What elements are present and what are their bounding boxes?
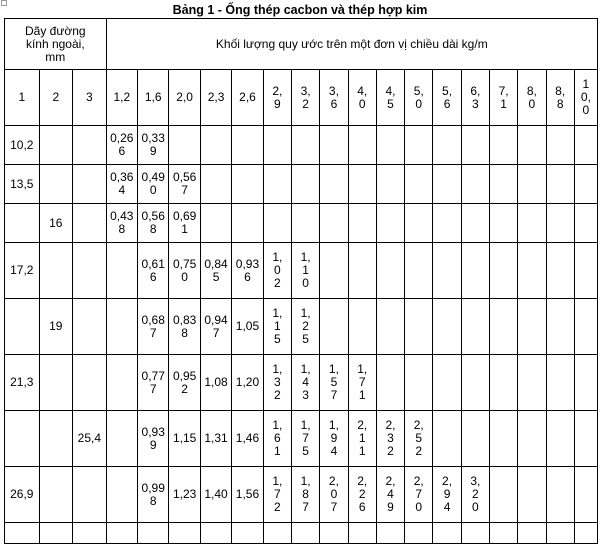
mass-cell — [348, 126, 376, 165]
column-number-cell: 3,6 — [320, 70, 348, 126]
mass-cell: 2,07 — [320, 467, 348, 523]
column-number-cell: 5,6 — [433, 70, 461, 126]
diameter-cell — [39, 467, 73, 523]
mass-cell — [376, 165, 404, 204]
diameter-cell: 10,2 — [5, 126, 40, 165]
mass-cell — [518, 243, 546, 299]
mass-cell — [489, 467, 517, 523]
mass-cell: 2,32 — [376, 411, 404, 467]
mass-cell: 1,20 — [232, 355, 263, 411]
diameter-cell — [39, 411, 73, 467]
mass-cell: 0,364 — [106, 165, 137, 204]
column-number-cell: 1 — [5, 70, 40, 126]
mass-cell — [291, 523, 319, 544]
mass-cell — [376, 299, 404, 355]
column-number-cell: 1,2 — [106, 70, 137, 126]
mass-cell — [518, 126, 546, 165]
mass-cell — [106, 243, 137, 299]
mass-cell — [320, 165, 348, 204]
mass-cell: 1,15 — [263, 299, 291, 355]
mass-cell: 1,15 — [169, 411, 200, 467]
column-number-row — [5, 70, 598, 126]
column-number-cell: 5,0 — [405, 70, 433, 126]
mass-cell: 0,998 — [138, 467, 169, 523]
mass-cell — [405, 523, 433, 544]
mass-cell: 0,687 — [138, 299, 169, 355]
mass-cell: 1,56 — [232, 467, 263, 523]
mass-cell — [489, 523, 517, 544]
mass-cell — [489, 204, 517, 243]
mass-cell — [376, 355, 404, 411]
mass-cell — [200, 204, 231, 243]
mass-cell — [518, 299, 546, 355]
mass-cell: 1,32 — [263, 355, 291, 411]
mass-cell: 1,46 — [232, 411, 263, 467]
mass-cell: 0,845 — [200, 243, 231, 299]
mass-cell: 0,490 — [138, 165, 169, 204]
mass-cell: 2,70 — [405, 467, 433, 523]
mass-cell: 2,94 — [433, 467, 461, 523]
mass-cell: 1,94 — [320, 411, 348, 467]
column-number-cell: 2,3 — [200, 70, 231, 126]
column-number-cell: 4,5 — [376, 70, 404, 126]
diameter-cell: 21,3 — [5, 355, 40, 411]
mass-cell — [574, 165, 597, 204]
mass-cell — [320, 299, 348, 355]
mass-cell — [232, 523, 263, 544]
mass-cell: 0,750 — [169, 243, 200, 299]
diameter-cell — [5, 299, 40, 355]
table-row — [5, 467, 598, 523]
mass-cell — [574, 243, 597, 299]
diameter-cell — [5, 523, 40, 544]
mass-cell — [263, 204, 291, 243]
diameter-cell — [73, 299, 107, 355]
mass-cell — [546, 204, 574, 243]
mass-cell — [461, 355, 489, 411]
mass-cell — [433, 165, 461, 204]
table-row — [5, 411, 598, 467]
mass-cell — [106, 299, 137, 355]
mass-cell — [574, 204, 597, 243]
mass-cell — [489, 411, 517, 467]
mass-cell — [200, 165, 231, 204]
mass-cell — [461, 165, 489, 204]
diameter-cell — [73, 523, 107, 544]
mass-cell — [433, 126, 461, 165]
mass-cell — [232, 165, 263, 204]
table-row — [5, 299, 598, 355]
mass-cell — [574, 299, 597, 355]
mass-cell — [169, 126, 200, 165]
mass-cell — [405, 355, 433, 411]
mass-cell — [518, 523, 546, 544]
mass-cell: 0,936 — [232, 243, 263, 299]
column-number-cell: 4,0 — [348, 70, 376, 126]
mass-cell — [461, 243, 489, 299]
diameter-cell — [39, 243, 73, 299]
steel-pipe-table — [4, 18, 598, 544]
mass-cell: 1,61 — [263, 411, 291, 467]
mass-cell: 1,05 — [232, 299, 263, 355]
mass-cell: 0,568 — [138, 204, 169, 243]
mass-cell — [489, 126, 517, 165]
mass-cell: 1,23 — [169, 467, 200, 523]
mass-cell — [489, 165, 517, 204]
diameter-cell — [39, 355, 73, 411]
column-number-cell: 8,8 — [546, 70, 574, 126]
mass-cell — [518, 204, 546, 243]
mass-cell — [518, 411, 546, 467]
mass-cell — [291, 165, 319, 204]
mass-cell — [546, 243, 574, 299]
diameter-cell: 13,5 — [5, 165, 40, 204]
mass-cell — [291, 204, 319, 243]
mass-cell: 0,952 — [169, 355, 200, 411]
mass-cell — [546, 355, 574, 411]
mass-cell — [574, 467, 597, 523]
mass-cell — [489, 355, 517, 411]
mass-cell — [405, 165, 433, 204]
mass-cell: 0,939 — [138, 411, 169, 467]
mass-cell — [546, 411, 574, 467]
table-row — [5, 243, 598, 299]
mass-cell — [232, 204, 263, 243]
column-number-cell: 3,2 — [291, 70, 319, 126]
diameter-cell — [5, 204, 40, 243]
column-number-cell: 2 — [39, 70, 73, 126]
column-number-cell: 10,0 — [574, 70, 597, 126]
mass-cell — [348, 165, 376, 204]
mass-cell — [461, 411, 489, 467]
mass-cell: 1,72 — [263, 467, 291, 523]
mass-cell — [433, 411, 461, 467]
mass-cell — [320, 243, 348, 299]
mass-cell — [263, 165, 291, 204]
mass-cell — [489, 299, 517, 355]
diameter-cell: 19 — [39, 299, 73, 355]
mass-cell — [461, 523, 489, 544]
table-row — [5, 204, 598, 243]
mass-cell — [489, 243, 517, 299]
mass-cell — [348, 299, 376, 355]
mass-cell: 2,49 — [376, 467, 404, 523]
mass-cell — [574, 126, 597, 165]
table-row — [5, 126, 598, 165]
mass-cell — [200, 523, 231, 544]
mass-cell — [433, 243, 461, 299]
diameter-cell — [73, 165, 107, 204]
mass-cell — [320, 204, 348, 243]
mass-cell: 1,57 — [320, 355, 348, 411]
mass-cell: 0,691 — [169, 204, 200, 243]
diameter-cell — [39, 165, 73, 204]
mass-cell — [348, 523, 376, 544]
table-row — [5, 355, 598, 411]
mass-cell — [106, 411, 137, 467]
mass-cell — [433, 523, 461, 544]
column-number-cell: 6,3 — [461, 70, 489, 126]
mass-cell — [263, 523, 291, 544]
mass-cell — [320, 523, 348, 544]
mass-cell — [376, 523, 404, 544]
mass-header: Khối lượng quy ước trên một đơn vị chiều dài kg/m — [106, 19, 597, 70]
mass-cell — [405, 299, 433, 355]
diameter-cell — [39, 523, 73, 544]
mass-cell — [138, 523, 169, 544]
mass-cell — [574, 411, 597, 467]
mass-cell: 1,08 — [200, 355, 231, 411]
mass-cell: 2,11 — [348, 411, 376, 467]
mass-cell: 0,567 — [169, 165, 200, 204]
mass-cell — [232, 126, 263, 165]
mass-cell — [433, 355, 461, 411]
mass-cell — [546, 467, 574, 523]
mass-cell: 1,31 — [200, 411, 231, 467]
mass-cell — [169, 523, 200, 544]
mass-cell: 0,339 — [138, 126, 169, 165]
diameter-series-header: Dãy đường kính ngoài, mm — [5, 19, 107, 70]
diameter-cell: 17,2 — [5, 243, 40, 299]
mass-cell: 1,40 — [200, 467, 231, 523]
mass-cell: 1,71 — [348, 355, 376, 411]
mass-cell: 0,777 — [138, 355, 169, 411]
mass-cell — [348, 243, 376, 299]
mass-cell — [546, 126, 574, 165]
mass-cell: 1,87 — [291, 467, 319, 523]
mass-cell: 1,02 — [263, 243, 291, 299]
column-number-cell: 2,0 — [169, 70, 200, 126]
mass-cell: 2,52 — [405, 411, 433, 467]
mass-cell — [546, 299, 574, 355]
column-number-cell: 1,6 — [138, 70, 169, 126]
mass-cell — [433, 204, 461, 243]
mass-cell: 0,438 — [106, 204, 137, 243]
diameter-cell — [73, 243, 107, 299]
diameter-cell — [73, 467, 107, 523]
mass-cell: 2,26 — [348, 467, 376, 523]
mass-cell — [106, 523, 137, 544]
mass-cell — [263, 126, 291, 165]
mass-cell — [106, 355, 137, 411]
diameter-cell — [73, 126, 107, 165]
diameter-cell — [73, 355, 107, 411]
mass-cell: 0,838 — [169, 299, 200, 355]
mass-cell: 0,616 — [138, 243, 169, 299]
column-number-cell: 7,1 — [489, 70, 517, 126]
column-number-cell: 2,9 — [263, 70, 291, 126]
mass-cell — [376, 126, 404, 165]
diameter-cell — [5, 411, 40, 467]
mass-cell: 1,43 — [291, 355, 319, 411]
mass-cell — [405, 243, 433, 299]
mass-cell — [405, 204, 433, 243]
mass-cell — [518, 165, 546, 204]
mass-cell — [106, 467, 137, 523]
mass-cell: 3,20 — [461, 467, 489, 523]
mass-cell — [348, 204, 376, 243]
diameter-cell — [39, 126, 73, 165]
mass-cell — [518, 355, 546, 411]
diameter-cell: 16 — [39, 204, 73, 243]
mass-cell — [376, 204, 404, 243]
mass-cell: 1,25 — [291, 299, 319, 355]
column-number-cell: 3 — [73, 70, 107, 126]
mass-cell — [320, 126, 348, 165]
mass-cell — [291, 126, 319, 165]
table-row — [5, 523, 598, 544]
mass-cell — [200, 126, 231, 165]
mass-cell — [546, 165, 574, 204]
mass-cell — [405, 126, 433, 165]
table-row — [5, 165, 598, 204]
mass-cell — [546, 523, 574, 544]
mass-cell — [433, 299, 461, 355]
mass-cell — [574, 355, 597, 411]
diameter-cell: 26,9 — [5, 467, 40, 523]
mass-cell — [574, 523, 597, 544]
diameter-cell — [73, 204, 107, 243]
mass-cell: 1,75 — [291, 411, 319, 467]
table-title: Bảng 1 - Ống thép cacbon và thép hợp kim — [172, 3, 428, 17]
mass-cell: 1,10 — [291, 243, 319, 299]
mass-cell — [461, 204, 489, 243]
mass-cell — [518, 467, 546, 523]
mass-cell — [376, 243, 404, 299]
column-number-cell: 8,0 — [518, 70, 546, 126]
diameter-cell: 25,4 — [73, 411, 107, 467]
mass-cell: 0,266 — [106, 126, 137, 165]
mass-cell — [461, 299, 489, 355]
column-number-cell: 2,6 — [232, 70, 263, 126]
mass-cell: 0,947 — [200, 299, 231, 355]
mass-cell — [461, 126, 489, 165]
